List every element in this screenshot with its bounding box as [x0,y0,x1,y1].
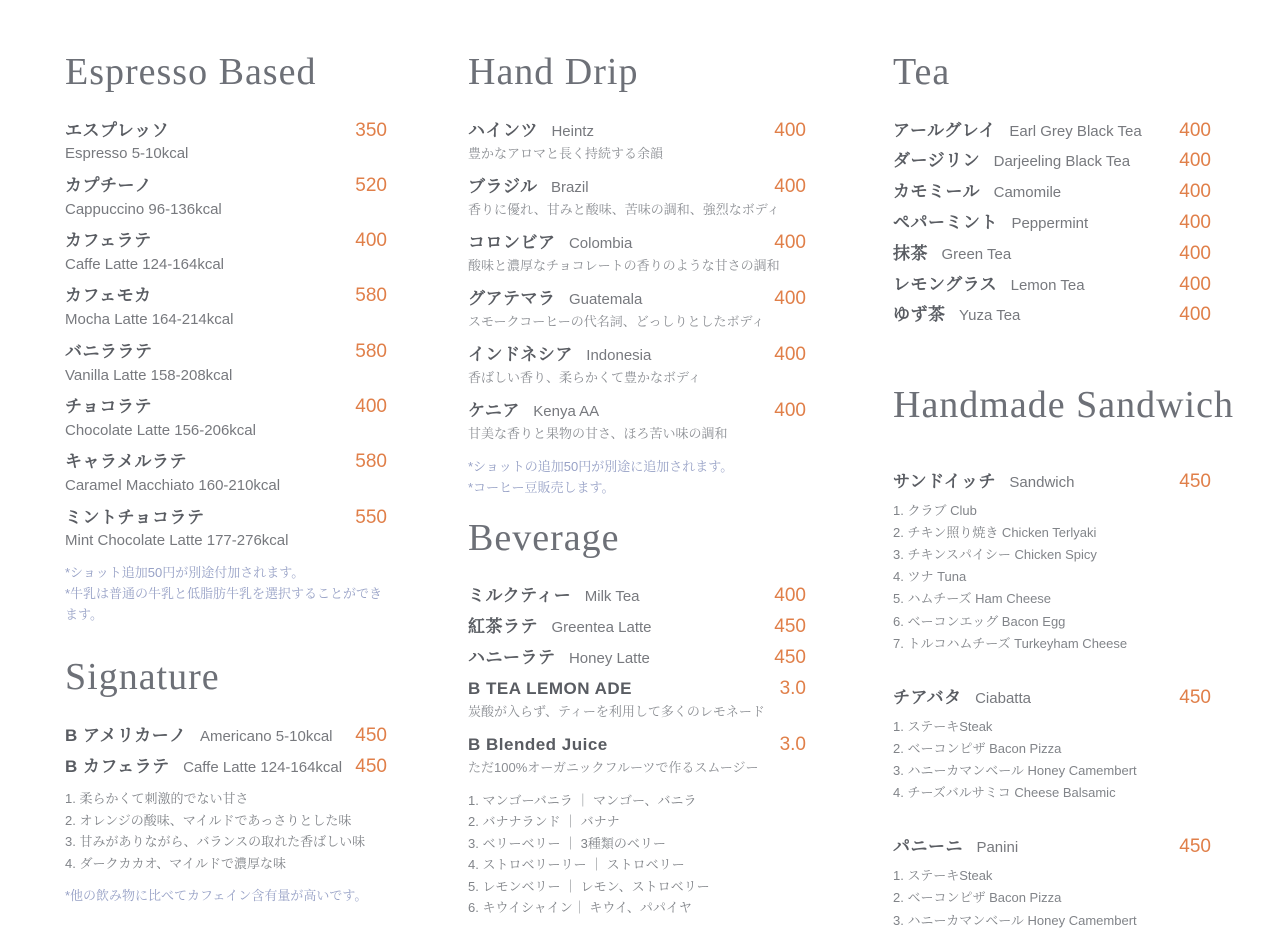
item-subtitle: Lemon Tea [1010,276,1085,294]
list-item: 6. キウイシャイン｜ キウイ、パパイヤ [468,900,692,916]
menu-item-colombia [468,232,806,276]
item-name: B アメリカーノ [65,725,187,745]
menu-item-b-blended-juice [468,734,806,778]
menu-item-earl-grey [893,120,1211,143]
sandwich-group [893,471,1211,653]
item-price: 450 [774,646,806,668]
item-price: 400 [355,230,387,252]
item-name: エスプレッソ [65,120,170,140]
section-title-tea: Tea [893,51,951,93]
item-name: チョコラテ [65,397,152,417]
ciabatta-variant-list [893,718,1211,803]
item-price: 580 [355,285,387,307]
item-subtitle: Sandwich [1009,473,1075,491]
item-name: B カフェラテ [65,756,170,776]
item-subtitle: Brazil [551,178,589,196]
item-description: ただ100%オーガニックフルーツで作るスムージー [468,760,759,776]
section-title-beverage: Beverage [468,516,620,559]
item-name: カプチーノ [65,175,153,195]
list-item: 2. バナナランド ｜ バナナ [468,814,620,830]
item-name: ハニーラテ [468,647,556,667]
menu-item-guatemala [468,288,806,332]
list-item: 6. ベーコンエッグ Bacon Egg [893,613,1066,629]
panini-group [893,836,1211,929]
item-subtitle: Peppermint [1011,214,1089,232]
item-subtitle: Yuza Tea [958,307,1021,325]
item-name: カモミール [893,182,981,202]
item-subtitle: Caffe Latte 124-164kcal [183,758,343,776]
menu-item-caffe-latte [65,230,387,274]
item-price: 400 [1179,242,1211,264]
list-item: 3. チキンスパイシー Chicken Spicy [893,546,1097,562]
item-subtitle: Camomile [993,184,1062,202]
item-name: カフェラテ [65,231,152,251]
menu-item-darjeeling [893,150,1211,173]
item-subtitle: Caffe Latte 124-164kcal [65,255,225,273]
item-price: 580 [355,340,387,362]
note-shot-extra: *ショットの追加50円が別途に追加されます。 [468,458,734,474]
list-item: 3. 甘みがありながら、バランスの取れた香ばしい味 [65,834,366,850]
note-shot-extra: *ショット追加50円が別途付加されます。 [65,564,305,580]
item-name: インドネシア [468,344,573,364]
item-price: 400 [355,396,387,418]
menu-item-honey-latte [468,647,806,670]
espresso-notes [65,562,387,625]
item-price: 450 [1179,686,1211,708]
item-subtitle: Caramel Macchiato 160-210kcal [65,477,281,495]
item-name: サンドイッチ [893,471,996,491]
item-name: B Blended Juice [468,734,608,754]
item-description: 香ばしい香り、柔らかくて豊かなボディ [468,370,701,386]
item-subtitle: Americano 5-10kcal [199,727,333,745]
list-item: 3. ハニーカマンベール Honey Camembert [893,763,1137,779]
menu-item-kenya [468,400,806,444]
menu-item-cappuccino [65,175,387,219]
item-subtitle: Earl Grey Black Tea [1009,122,1142,140]
ciabatta-group [893,687,1211,803]
item-name: ダージリン [893,151,981,171]
menu-item-green-tea [893,243,1211,266]
item-price: 3.0 [779,733,806,755]
list-item: 1. ステーキSteak [893,718,993,734]
item-description: 香りに優れ、甘みと酸味、苦味の調和、強烈なボディ [468,202,780,218]
item-subtitle: Darjeeling Black Tea [993,153,1131,171]
list-item: 5. ハムチーズ Ham Cheese [893,591,1052,607]
item-subtitle: Green Tea [941,245,1012,263]
item-name: ケニア [468,400,520,420]
item-name: キャラメルラテ [65,452,187,472]
menu-item-heintz [468,120,806,164]
menu-item-chocolate-latte [65,396,387,440]
menu-item-greentea-latte [468,616,806,639]
item-name: パニーニ [893,837,963,857]
item-name: レモングラス [893,274,998,294]
menu-item-b-tea-lemonade [468,678,806,722]
list-item: 2. ベーコンピザ Bacon Pizza [893,890,1062,906]
item-subtitle: Milk Tea [584,588,640,606]
item-price: 400 [1179,181,1211,203]
list-item: 1. 柔らかくて刺激的でない甘さ [65,791,249,807]
menu-item-b-americano [65,725,387,748]
item-subtitle: Kenya AA [533,402,600,420]
item-price: 520 [355,174,387,196]
item-subtitle: Greentea Latte [551,618,652,636]
column-espresso-signature [65,50,387,906]
item-subtitle: Panini [976,839,1019,857]
item-name: 抹茶 [893,243,928,263]
item-price: 400 [1179,304,1211,326]
item-price: 400 [1179,211,1211,233]
item-name: ミルクティー [468,586,572,606]
section-title-hand-drip: Hand Drip [468,51,639,93]
list-item: 2. ベーコンピザ Bacon Pizza [893,740,1062,756]
list-item: 4. チーズバルサミコ Cheese Balsamic [893,785,1116,801]
list-item: 2. オレンジの酸味、マイルドであっさりとした味 [65,812,352,828]
item-price: 400 [1179,273,1211,295]
note-beans-sale: *コーヒー豆販売します。 [468,479,615,495]
item-subtitle: Ciabatta [975,689,1031,707]
menu-item-caramel-macchiato [65,451,387,495]
item-name: チアバタ [893,687,962,707]
item-name: ハインツ [468,120,538,140]
item-subtitle: Espresso 5-10kcal [65,145,189,163]
juice-flavor-list [468,790,806,919]
menu-item-camomile [893,181,1211,204]
item-price: 580 [355,451,387,473]
item-name: B TEA LEMON ADE [468,678,632,698]
item-price: 400 [774,343,806,365]
sandwich-variant-list [893,502,1211,653]
item-price: 400 [774,399,806,421]
item-name: ゆず茶 [893,305,946,325]
item-price: 450 [774,615,806,637]
item-name: グアテマラ [468,288,556,308]
item-description: 甘美な香りと果物の甘さ、ほろ苦い味の調和 [468,426,728,442]
menu-item-vanilla-latte [65,341,387,385]
item-price: 450 [355,755,387,777]
item-description: 炭酸が入らず、ティーを利用して多くのレモネード [468,704,765,720]
list-item: 4. ダークカカオ、マイルドで濃厚な味 [65,856,287,872]
list-item: 2. チキン照り焼き Chicken Terlyaki [893,524,1097,540]
menu-item-espresso [65,120,387,164]
list-item: 1. クラブ Club [893,502,977,518]
menu-item-brazil [468,176,806,220]
item-name: コロンビア [468,232,556,252]
item-name: アールグレイ [893,120,996,140]
item-subtitle: Colombia [568,234,633,252]
item-name: バニララテ [65,341,153,361]
list-item: 4. ストロベリーリー ｜ ストロベリー [468,857,685,873]
item-description: 酸味と濃厚なチョコレートの香りのような甘さの調和 [468,258,780,274]
item-subtitle: Heintz [551,122,594,140]
list-item: 5. レモンベリー ｜ レモン、ストロベリー [468,878,710,894]
menu-item-milk-tea [468,585,806,608]
item-price: 400 [774,175,806,197]
signature-taste-list [65,788,387,874]
item-description: スモークコーヒーの代名詞、どっしりとしたボディ [468,314,765,330]
handdrip-notes [468,456,806,498]
item-subtitle: Indonesia [586,346,652,364]
item-subtitle: Mocha Latte 164-214kcal [65,311,234,329]
item-price: 450 [1179,470,1211,492]
list-item: 1. ステーキSteak [893,868,993,884]
menu-item-b-caffe-latte [65,756,387,779]
column-tea-sandwich [893,50,1234,934]
section-title-signature: Signature [65,656,220,699]
item-subtitle: Cappuccino 96-136kcal [65,200,222,218]
item-name: 紅茶ラテ [468,616,538,636]
list-item: 1. マンゴーバニラ ｜ マンゴー、バニラ [468,792,697,808]
note-milk-choice: *牛乳は普通の牛乳と低脂肪牛乳を選択することができます。 [65,586,383,623]
list-item: 3. ベリーベリー ｜ 3種類のベリー [468,835,666,851]
item-price: 550 [355,506,387,528]
list-item: 3. ハニーカマンベール Honey Camembert [893,912,1137,928]
note-caffeine: *他の飲み物に比べてカフェイン含有量が高いです。 [65,887,368,903]
item-description: 豊かなアロマと長く持続する余韻 [468,146,664,162]
item-subtitle: Honey Latte [568,649,650,667]
section-title-espresso-based: Espresso Based [65,51,317,93]
menu-item-mocha-latte [65,285,387,329]
item-price: 400 [1179,150,1211,172]
item-name: ペパーミント [893,212,998,232]
menu-item-mint-chocolate-latte [65,507,387,551]
panini-variant-list [893,867,1211,930]
item-name: カフェモカ [65,286,152,306]
item-price: 400 [774,231,806,253]
item-price: 400 [774,585,806,607]
item-price: 3.0 [779,677,806,699]
item-price: 450 [355,724,387,746]
item-price: 400 [1179,119,1211,141]
item-name: ミントチョコラテ [65,507,205,527]
item-subtitle: Chocolate Latte 156-206kcal [65,421,256,439]
menu-item-peppermint [893,212,1211,235]
item-subtitle: Guatemala [568,290,643,308]
item-subtitle: Mint Chocolate Latte 177-276kcal [65,532,289,550]
menu-item-lemongrass [893,274,1211,297]
item-price: 450 [1179,836,1211,858]
item-price: 350 [355,119,387,141]
item-subtitle: Vanilla Latte 158-208kcal [65,366,233,384]
menu-item-yuza-tea [893,304,1211,327]
item-name: ブラジル [468,176,538,196]
list-item: 4. ツナ Tuna [893,569,967,585]
menu-item-indonesia [468,344,806,388]
column-handdrip-beverage [468,50,806,919]
item-price: 400 [774,119,806,141]
list-item: 7. トルコハムチーズ Turkeyham Cheese [893,635,1128,651]
section-title-handmade-sandwich: Handmade Sandwich [893,384,1234,427]
item-price: 400 [774,287,806,309]
